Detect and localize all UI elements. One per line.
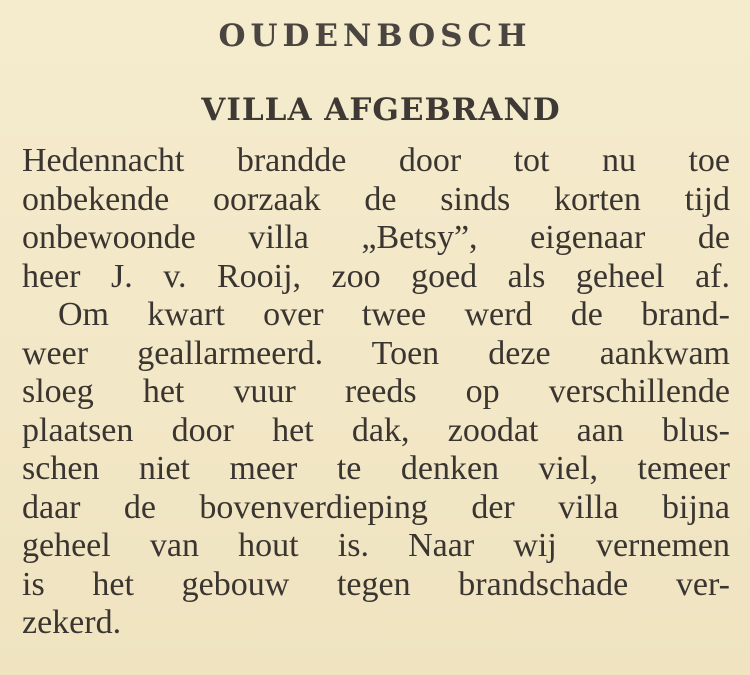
article-line: zekerd.: [22, 604, 122, 641]
article-line: plaatsen door het dak, zoodat aan blus-: [22, 411, 730, 449]
article-line: sloeg het vuur reeds op verschillende: [22, 373, 730, 410]
article-line: schen niet meer te denken viel, temeer: [22, 450, 730, 487]
article-line: daar de bovenverdieping der villa bijna: [22, 488, 730, 526]
headline: VILLA AFGEBRAND: [201, 92, 561, 128]
article-line: is het gebouw tegen brandschade ver-: [22, 565, 730, 603]
article-body: [22, 142, 730, 643]
article-line: Hedennacht brandde door tot nu toe: [22, 142, 730, 179]
article-line: weer geallarmeerd. Toen deze aankwam: [22, 334, 730, 372]
article-line: onbewoonde villa „Betsy”, eigenaar de: [22, 219, 730, 256]
article-line: geheel van hout is. Naar wij vernemen: [22, 527, 730, 564]
article-line: Om kwart over twee werd de brand-: [58, 296, 730, 333]
dateline-place: OUDENBOSCH: [218, 18, 532, 54]
article-line: onbekende oorzaak de sinds korten tijd: [22, 180, 730, 218]
article-line: heer J. v. Rooij, zoo goed als geheel af.: [22, 257, 730, 295]
